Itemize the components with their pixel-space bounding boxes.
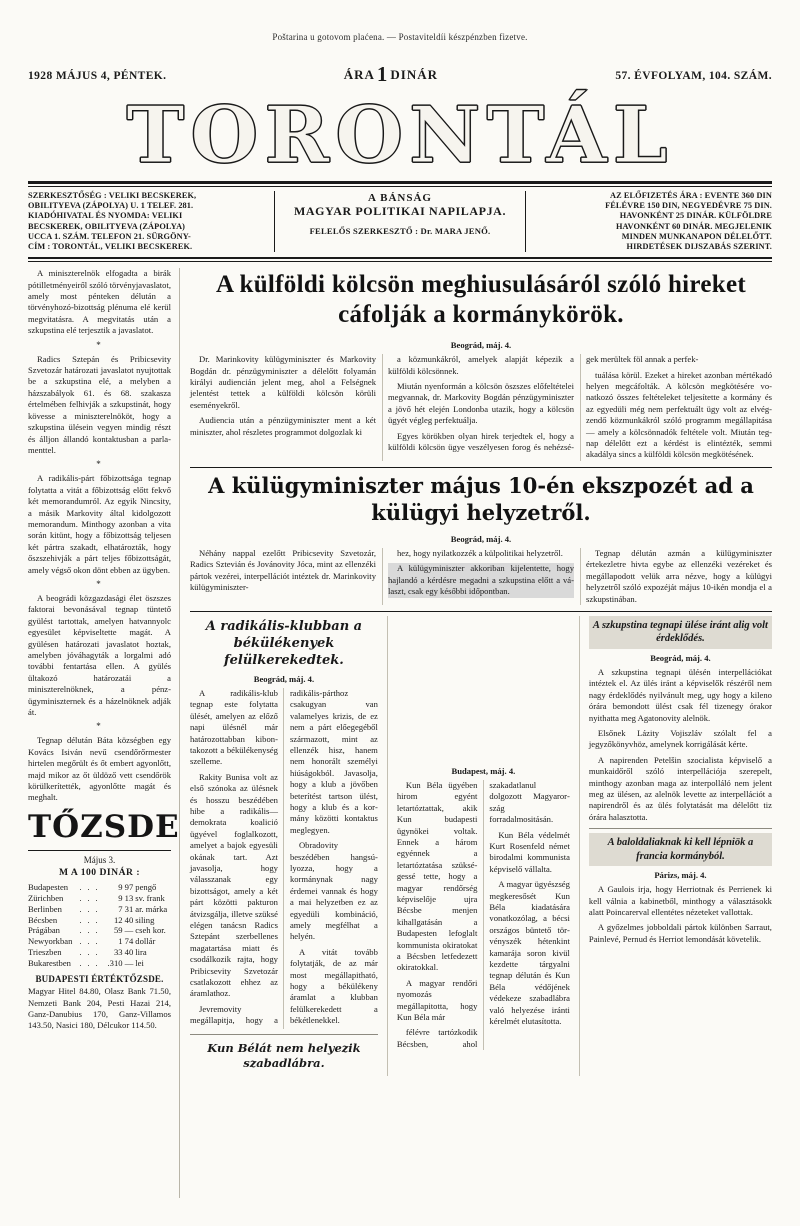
imprint-tagline: MAGYAR POLITIKAI NAPILAPJA.: [293, 204, 507, 219]
rate-city: Newyorkban: [28, 936, 73, 947]
rate-value: 33 40: [113, 946, 134, 957]
issue-volume: 57. ÉVFOLYAM, 104. SZÁM.: [615, 70, 772, 82]
news-paragraph: Tegnap délután azmán a külügyminiszter értekezletre hivta egybe az ellenzéki vezéreket és megállapodott velük arra nézve, hogy a külügyi helyzetről szóló expozéját május 10-ikén mondja el a szkupstinában.: [586, 547, 772, 604]
imprint-right-line: FÉLÉVRE 150 DIN, NEGYEDÉVRE 75 DIN.: [605, 201, 772, 211]
stock-section-title: TŐZSDE: [28, 808, 180, 845]
subarticle-dateline: Beográd, máj. 4.: [650, 652, 711, 663]
rate-unit: dollár: [135, 936, 156, 947]
imprint-center: [274, 191, 527, 252]
newspaper-title: TORONTÁL: [126, 90, 674, 181]
subarticle-headline: A szkupstina tegnapi ülése iránt alig volt érdeklődés.: [589, 616, 772, 649]
page-body: [28, 268, 772, 1198]
imprint-left-line: UCCA 1. SZÁM. TELEFON 21. SÜRGÖNY-: [28, 231, 191, 241]
news-paragraph-highlighted: A külügyminiszter akkoriban kijelentette, hogy hajlandó a kérdésre megadni a szkupstina előtt a választ, csak egy későbbi időpontban.: [388, 563, 574, 597]
stock-table-heading: M A 100 DINÁR :: [58, 866, 141, 878]
rate-dots: . . .: [79, 947, 100, 957]
subarticle-skupstina: [580, 616, 772, 1076]
table-row: [28, 925, 171, 936]
rate-value: 7 31: [118, 903, 134, 914]
table-row: [28, 914, 171, 925]
news-paragraph: félévre tartózkodik Bécsben, ahol szakadatlanul dolgozott Magyarország forradalmositásán.: [396, 779, 570, 1049]
news-paragraph: Egyes körökben olyan hirek terjedtek el, hogy a külföldi kölcsön ügye veszélyesen forog és nehézségek merültek föl annak a perfek-: [388, 354, 699, 453]
news-paragraph: Tegnap délután Báta községben egy Kovács Isiván nevű csendőrőrmester hirtelen megőrült és őt embert agyonlőtt, majd mikor az őt üldöző vett csendőrök körülkerítették, agyonlőtte magát és meghalt.: [28, 735, 171, 803]
currency-rates-table: [28, 882, 171, 968]
imprint-left-line: OBILITYEVA (ZÁPOLYA) U. 1 TELEF. 281.: [28, 201, 194, 211]
news-paragraph: A vitát tovább folytatják, de az már most megállapitható, hogy a békülékeny áramlat a klubban felülkerekedett a békétlenekkel.: [289, 946, 378, 1026]
masthead-date-bar: [28, 62, 772, 87]
imprint-region: A BÁNSÁG: [368, 192, 432, 204]
rate-city: Bécsben: [28, 914, 58, 925]
subarticle-body-kun: [397, 780, 570, 1050]
article-dateline: Beográd, máj. 4.: [450, 533, 512, 544]
rate-city: Berlinben: [28, 903, 62, 914]
rate-dots: . . .: [79, 894, 100, 904]
news-paragraph: a közmunkákról, amelyek alapját képezik a külföldi kölcsönnek.: [388, 354, 574, 376]
news-paragraph: Audiencia után a pénzügyminiszter ment a két miniszter, ahol részletes programmot dolgozlak ki: [190, 415, 376, 437]
rate-unit: sv. frank: [135, 893, 165, 904]
paragraph-separator: *: [96, 459, 103, 470]
subarticle-headline: Kun Bélát nem helyezik szabadlábra.: [207, 1040, 361, 1070]
news-paragraph: A beográdi közgazdasági élet öszszes faktorai bevonásával tegnap tüntető gyülést tartottak, amelyen hatvannyolc egyesület képviseltette magát. A gyülésen határozati javaslatot hoztak, amelyben jóváhagyták a lorgalmi adó további fentartása ellen. A gyülés ültakozó határozatái a miniszterelnöknek, a pénzügyminiszternek és a házelnöknek adják át.: [28, 592, 171, 718]
table-row: [28, 957, 171, 968]
imprint-right-line: HAVONKÉNT 60 DINÁR. MEGJELENIK: [615, 221, 772, 231]
rate-city: Budapesten: [28, 882, 69, 893]
table-row: [28, 893, 171, 904]
news-paragraph: A radikális-párt főbizottsága tegnap folytatta a vitát a főbizottság előtt fekvő két memorandumról. Az egyik Nincsity, a másik Markovity által kidolgozott memorandum. Minthogy azonban a vita során kitünt, hogy a főbizottság teljesen két pártra szakadt, elhatározták, hogy őszszehivják a párt teljes főbizottságát, amely végső okon dönt ebben az ügyben.: [28, 473, 171, 575]
subarticle-divider: [190, 1034, 378, 1035]
subarticle-dateline: Budapest, máj. 4.: [451, 765, 516, 776]
rate-city: Prágában: [28, 925, 60, 936]
rate-unit: siling: [135, 914, 155, 925]
news-paragraph: A napirenden Petelšin szocialista képviselő a munkaidőről szóló interpellációja szerepelt, minthogy azonban maga az interpolláló nem jelent meg az ülésen, az alelnök levette az interpellációt a napirendről és az ülés folytatását ma délelőtt tiz órára halasztotta.: [588, 754, 772, 822]
issue-date: 1928 MÁJUS 4, PÉNTEK.: [28, 70, 167, 82]
news-paragraph: Kun Béla ügyében hirom egyént letartóztattak, akik Kun budapesti ügynökei voltak. Ennek a három egyénnek a letartóztatása szükségessé tette, hogy a magyar rendőrség képviselője ujra Bécsbe menjen kihallgatásán a Budapesten lefoglalt kommunista okiratokat a Bécsben letfedezett okiratokkal.: [396, 779, 478, 973]
rate-dots: . . .: [79, 937, 100, 947]
budapest-exchange-heading: BUDAPESTI ÉRTÉKTŐZSDE.: [35, 974, 164, 985]
rate-unit: ar. márka: [135, 903, 168, 914]
news-paragraph: A szkupstina tegnapi ülésén interpellációkat intéztek el. Az ülés iránt a képviselők részéről nem nagy érdeklődés nyilvánult meg, ugy hogy a kileno órára bemondott ülést csak fél tizenegy órakor nyithatta meg Agatonovity alelnök.: [588, 666, 772, 723]
lower-section: [190, 616, 772, 1076]
article-body-foreign-loan: [190, 354, 772, 461]
rate-unit: lei: [135, 957, 144, 968]
rate-city: Bukarestben: [28, 957, 71, 968]
news-paragraph: A győzelmes jobboldali pártok különben Sarraut, Painlevé, Pernud és Herriot lemondását követelik.: [588, 922, 772, 944]
rate-value: 9 13: [118, 893, 134, 904]
rate-dots: . . .: [79, 904, 100, 914]
subarticle-kun-bela: [190, 1041, 378, 1071]
issue-price: [344, 62, 438, 87]
imprint-block: [28, 187, 772, 257]
article-headline-foreign-loan: A külföldi kölcsön meghiusulásáról szóló hireket cáfolják a kormánykörök.: [216, 271, 746, 329]
imprint-left-line: BECSKEREK, OBILITYEVA (ZÁPOLYA): [28, 221, 186, 231]
paragraph-separator: *: [96, 721, 103, 732]
imprint-right: [526, 191, 772, 252]
imprint-left-line: CÍM : TORONTÁL, VELIKI BECSKEREK.: [28, 242, 193, 252]
rate-value: 59 —: [113, 925, 134, 936]
article-divider: [190, 467, 772, 468]
imprint-right-line: AZ ELŐFIZETÉS ÁRA : EVENTE 360 DIN: [609, 191, 772, 200]
masthead-rule-thick: [28, 181, 772, 184]
rate-city: Zürichben: [28, 893, 64, 904]
postal-note: Poštarina u gotovom plaćena. — Postaviteldíi készpénzben fizetve.: [272, 32, 528, 42]
news-paragraph: A magyar rendőri nyomozás megállapitotta, hogy Kun Béla már: [396, 977, 478, 1023]
subarticle-headline: A radikális-klubban a békülékenyek felülkerekedtek.: [205, 618, 363, 668]
news-paragraph: Néhány nappal ezelőtt Pribicsevity Szvetozár, Radics Sztevián és Jovánovity Jóca, mint az ellenzéki pártok vezérei, interpellációt intéztek dr. Marinkovity külügyminiszter-: [190, 547, 376, 593]
news-paragraph: Elsőnek Lázity Vojiszláv szólalt fel a jegyzőkönyvhöz, amelynek korrigálását kérte.: [588, 727, 772, 750]
imprint-rule-thin: [28, 261, 772, 262]
imprint-right-line: MINDEN MUNKANAPON DÉLELŐTT.: [621, 231, 772, 241]
news-paragraph: Miután nyenformán a kölcsön öszszes előfeltételei megvannak, dr. Markovity Bogdán pénzügyminiszter a jövő hét elején Londonba utazik, hogy a kölcsön ügyét végleg perfektuálja.: [388, 381, 574, 426]
paragraph-separator: *: [96, 339, 103, 350]
rate-dots: . . .: [79, 883, 100, 893]
subarticle-headline: A baloldaliaknak ki kell lépniök a francia kormányból.: [589, 833, 772, 866]
news-paragraph: Jevremovity megállapitja, hogy a radikális-párthoz csakugyan van valamelyes krizis, de ez nem a párt előegegéből származott, mint az ellenzék hisz, hanem nem honorált személyi hiúságokból. Javasolja, hogy a klub a jövőben beterítést tartson ülést, hogy a klub és a kormány közötti kontaktus meglegyen.: [190, 687, 378, 1026]
subarticle-dateline: Párizs, máj. 4.: [654, 870, 707, 881]
rate-value: 12 40: [113, 914, 134, 925]
rate-unit: pengő: [135, 882, 157, 893]
column-left: [28, 268, 180, 1198]
imprint-right-line: HAVONKÉNT 25 DINÁR. KÜLFÖLDRE: [619, 211, 772, 221]
imprint-left-line: KIADÓHIVATAL ÉS NYOMDA: VELIKI: [28, 211, 183, 221]
subarticle-kun-body-col: [388, 616, 580, 1076]
rate-dots: . . .: [79, 915, 100, 925]
article-body-foreign-minister: [190, 548, 772, 605]
rate-value: .310 —: [107, 957, 134, 968]
rate-value: 9 97: [118, 882, 134, 893]
imprint-editor: FELELŐS SZERKESZTŐ : Dr. MARA JENŐ.: [309, 226, 491, 237]
subarticle-body: [190, 688, 378, 1029]
article-divider: [190, 611, 772, 612]
price-label: ÁRA: [343, 67, 375, 82]
news-paragraph: A magyar ügyészség megkeresősét Kun Béla kiadatására vonatkozólag, a bécsi országos büntető törvényszék hétenkint kamarája soron kivül kezdette tárgyalni tegnap délután és Kun Béla védőjének védekeze szabadlábra való helyezése iránti kérelmét elutasította.: [489, 879, 570, 1027]
stock-rule: [28, 850, 171, 851]
table-row: [28, 882, 171, 893]
subarticle-divider: [589, 828, 772, 829]
news-paragraph: A radikális-klub tegnap este folytatta ülését, amelyen az előző napi ülésnél már határozottabban kibontakozott a békülékenység szelleme.: [190, 687, 278, 767]
paragraph-separator: *: [96, 578, 103, 589]
imprint-right-line: HIRDETÉSEK DIJSZABÁS SZERINT.: [626, 242, 772, 252]
article-headline-foreign-minister: A külügyminiszter május 10-én ekszpozét ad a külügyi helyzetről.: [208, 472, 754, 525]
budapest-exchange-text: Magyar Hitel 84.80, Olasz Bank 71.50, Nemzeti Bank 204, Pesti Hazai 214, Ganz-Danubius 170, Ganz-Villamos 143.50, Nasici 180, Délcukor 114.50.: [28, 986, 171, 1031]
rate-city: Trieszben: [28, 946, 62, 957]
column-main: [180, 268, 772, 1198]
article-dateline: Beográd, máj. 4.: [450, 340, 512, 351]
stock-date: Május 3.: [83, 854, 116, 865]
table-row: [28, 936, 171, 947]
news-paragraph: Rakity Bunisa volt az első szónoka az ülésnek és hosszu beszédében hibe a radikális—demokrata koalició ügyével foglalkozott, amelyet a bajok egyesüli okának tart. Azt javasolja, hogy válasszanak egy bizottságot, amely a két párt közötti pakturon átvizsgálja, illetve szüksé elégen tanácsn Radics Sztepánt szerbellenes magatartása miatt és csodálkozik rajta, hogy Pribicsevity Szvetozár csatlakozott ehhez az áramlathoz.: [190, 771, 278, 999]
subarticle-radical-club: [190, 616, 388, 1076]
news-paragraph: A miniszterelnök elfogadta a birák pótilletményeiről szóló törvényjavaslatot, amely most pénteken délután a törvényhozó-bizottság plénuma elé kerül megvitatásra. A megvitatás után a szkupstina elé terjesztik a javaslatot.: [28, 268, 171, 336]
rate-value: 1 74: [118, 936, 134, 947]
spacer: [397, 616, 570, 766]
imprint-left: [28, 191, 274, 252]
news-paragraph: Obradovity beszédében hangsúlyozza, hogy a kormánynak nagy érdemei vannak és hogy a mai helyzetben ez az egyedüli kombináció, amely megfélhat a helyén.: [289, 840, 378, 942]
price-number: 1: [376, 62, 389, 86]
imprint-left-line: SZERKESZTŐSÉG : VELIKI BECSKEREK,: [28, 191, 197, 200]
rate-unit: lira: [135, 946, 147, 957]
news-paragraph: tuálása körül. Ezeket a hireket azonban mértékadó helyen megcáfolták. A kölcsön megkötésére vonatkozó összes feltételeket teljesítette a kormány és az egyedüli még nem perfektuált ügy volt az elvégzendő közmunkákról szóló programm megállapitása — amely a kölcsönnadók feltétele volt. Miután tegnap délelőtt ezt a kérdést is elintézték, semmi akadálya sincs a külföldi kölcsön megkötésének.: [586, 369, 772, 460]
news-paragraph: A Gaulois irja, hogy Herriotnak és Perrienek ki kell válnia a kabinetből, minthogy a választásokk alatt Poincarerval ellentétes nézeteket vallottak.: [588, 884, 772, 917]
rate-unit: cseh kor.: [135, 925, 166, 936]
imprint-rule-thick: [28, 257, 772, 259]
table-row: [28, 903, 171, 914]
table-row: [28, 947, 171, 958]
news-paragraph: hez, hogy nyilatkozzék a külpolitikai helyzetről.: [397, 547, 563, 558]
price-currency: DINÁR: [390, 67, 439, 82]
subarticle-dateline: Beográd, máj. 4.: [253, 673, 315, 684]
news-paragraph: Dr. Marinkovity külügyminiszter és Markovity Bogdán dr. pénzügyminiszter a délelőtt folyamán királyi audiencián jelent meg, ahol a Felségnek jelentést tettek a külföldi kölcsön körüli eseményekről.: [190, 354, 376, 410]
news-paragraph: Kun Béla védelmét Kurt Rosenfeld német birodalmi kommunista képviselő vállalta.: [489, 829, 570, 874]
news-paragraph: Radics Sztepán és Pribicsevity Szvetozár határozati javaslatot nyujtottak be a szkupstina elé, a melyben a házszabályok 61. és 68. szakasza értelmében felhivják a szkupstinát, hogy kövesse a miniszterelnököt, hogy a szkupstina ülésein vegyen mindig részt és álljon állandó kontaktusban a parlamenttel.: [28, 353, 171, 455]
rate-dots: . . .: [79, 926, 100, 936]
masthead: [28, 90, 772, 181]
rate-dots: . . .: [79, 958, 100, 968]
